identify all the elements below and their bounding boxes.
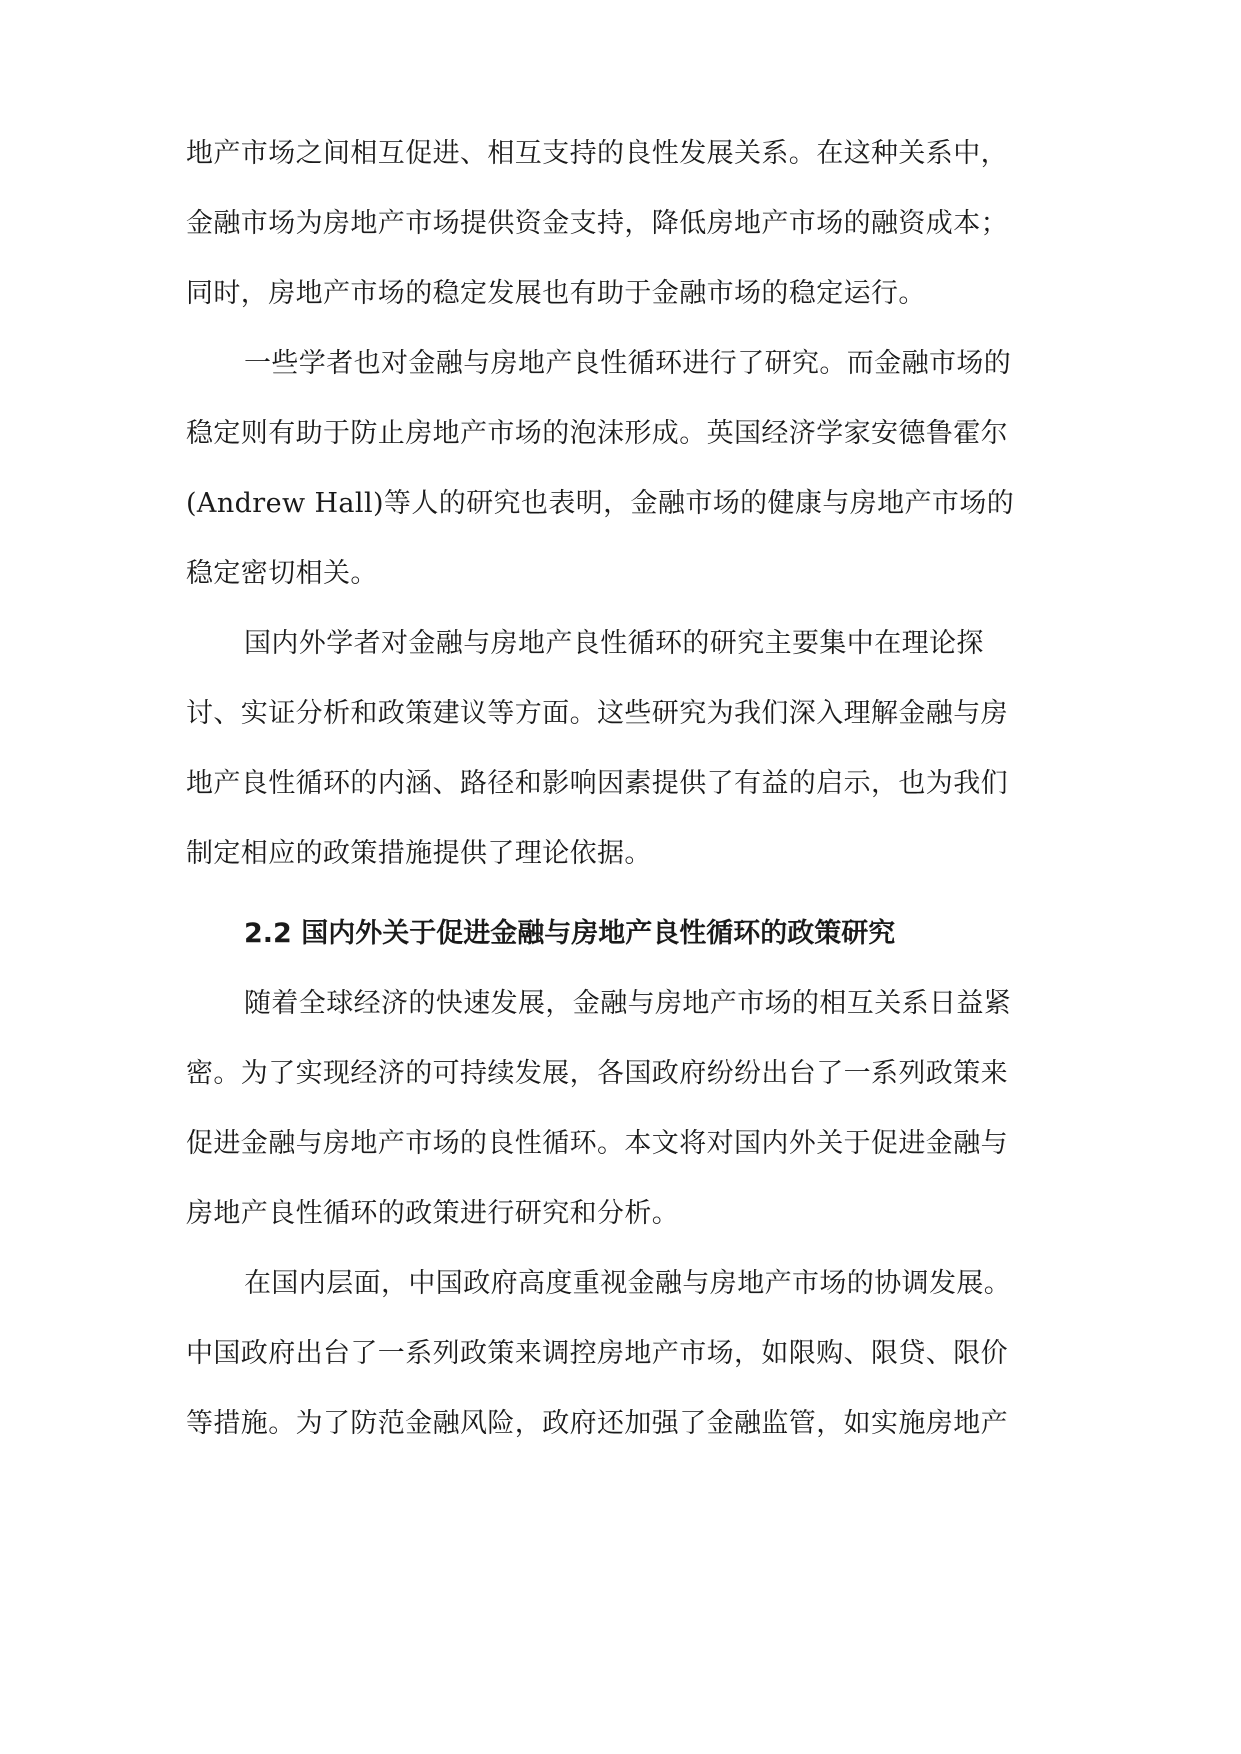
section-heading: 2.2 国内外关于促进金融与房地产良性循环的政策研究 <box>244 918 896 949</box>
paragraph-line: 地产市场之间相互促进、相互支持的良性发展关系。在这种关系中， <box>186 138 1008 169</box>
paragraph-first-line: 国内外学者对金融与房地产良性循环的研究主要集中在理论探 <box>244 628 984 659</box>
paragraph-line: 中国政府出台了一系列政策来调控房地产市场，如限购、限贷、限价 <box>186 1338 1008 1369</box>
paragraph-line: 密。为了实现经济的可持续发展，各国政府纷纷出台了一系列政策来 <box>186 1058 1008 1089</box>
paragraph-first-line: 一些学者也对金融与房地产良性循环进行了研究。而金融市场的 <box>244 348 1012 379</box>
paragraph-line: 促进金融与房地产市场的良性循环。本文将对国内外关于促进金融与 <box>186 1128 1008 1159</box>
paragraph-line: 地产良性循环的内涵、路径和影响因素提供了有益的启示，也为我们 <box>186 768 1008 799</box>
paragraph-line: 等措施。为了防范金融风险，政府还加强了金融监管，如实施房地产 <box>186 1408 1008 1439</box>
paragraph-line: 稳定则有助于防止房地产市场的泡沫形成。英国经济学家安德鲁霍尔 <box>186 418 1008 449</box>
paragraph-line: 金融市场为房地产市场提供资金支持，降低房地产市场的融资成本； <box>186 208 1008 239</box>
paragraph-line: 房地产良性循环的政策进行研究和分析。 <box>186 1198 680 1229</box>
paragraph-line: (Andrew Hall)等人的研究也表明，金融市场的健康与房地产市场的 <box>186 488 1015 519</box>
paragraph-first-line: 随着全球经济的快速发展，金融与房地产市场的相互关系日益紧 <box>244 988 1012 1019</box>
paragraph-line: 稳定密切相关。 <box>186 558 378 589</box>
paragraph-line: 讨、实证分析和政策建议等方面。这些研究为我们深入理解金融与房 <box>186 698 1008 729</box>
paragraph-line: 制定相应的政策措施提供了理论依据。 <box>186 838 652 869</box>
paragraph-first-line: 在国内层面，中国政府高度重视金融与房地产市场的协调发展。 <box>244 1268 1012 1299</box>
paragraph-line: 同时，房地产市场的稳定发展也有助于金融市场的稳定运行。 <box>186 278 926 309</box>
